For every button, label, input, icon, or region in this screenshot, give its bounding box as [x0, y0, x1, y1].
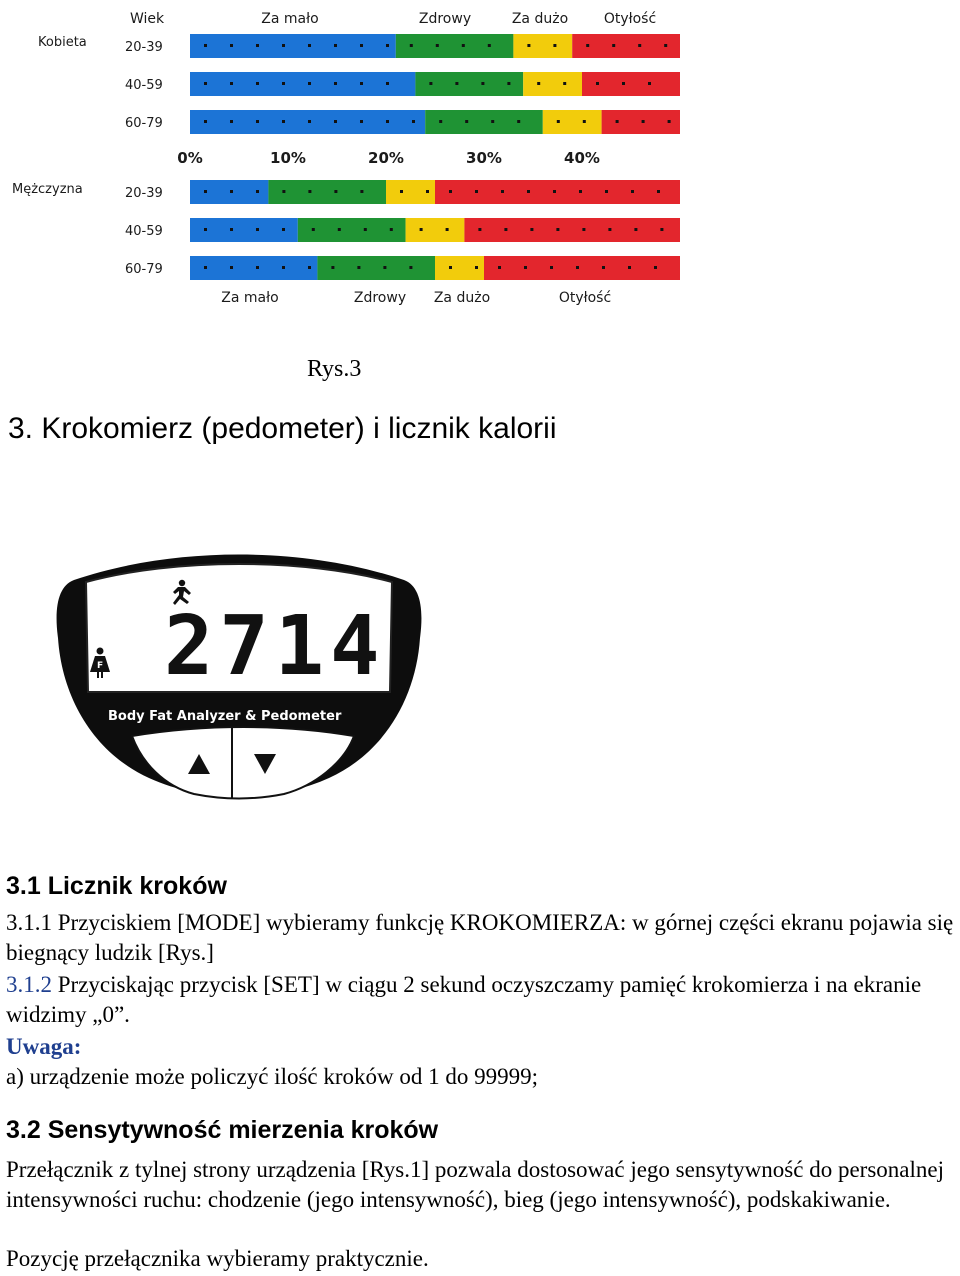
- bar-dot: [334, 44, 337, 47]
- x-tick-label: 40%: [564, 149, 600, 167]
- bar-dot: [455, 82, 458, 85]
- age-header: Wiek: [130, 11, 165, 27]
- bar-segment: [464, 218, 680, 242]
- bar-dot: [576, 266, 579, 269]
- bar-dot: [308, 266, 311, 269]
- body-fat-chart: [0, 0, 700, 320]
- bar-dot: [491, 120, 494, 123]
- bar-dot: [282, 190, 285, 193]
- bar-segment: [435, 180, 680, 204]
- bar-segment: [190, 110, 425, 134]
- bar-dot: [498, 266, 501, 269]
- bar-dot: [282, 228, 285, 231]
- bar-dot: [660, 228, 663, 231]
- bar-dot: [475, 190, 478, 193]
- bar-segment: [190, 72, 415, 96]
- device-label: Body Fat Analyzer & Pedometer: [108, 709, 342, 724]
- bar-dot: [586, 44, 589, 47]
- bar-dot: [334, 82, 337, 85]
- age-label: 60-79: [125, 262, 163, 277]
- bar-dot: [657, 190, 660, 193]
- bar-dot: [204, 82, 207, 85]
- bar-dot: [334, 190, 337, 193]
- age-label: 20-39: [125, 40, 163, 55]
- section-heading: 3. Krokomierz (pedometer) i licznik kalorii: [8, 412, 557, 445]
- bar-dot: [622, 82, 625, 85]
- bar-dot: [501, 190, 504, 193]
- age-label: 40-59: [125, 78, 163, 93]
- bar-dot: [642, 120, 645, 123]
- x-tick-label: 0%: [177, 149, 203, 167]
- bar-dot: [256, 190, 259, 193]
- bar-segment: [484, 256, 680, 280]
- group-label: Mężczyzna: [12, 182, 83, 197]
- bar-dot: [634, 228, 637, 231]
- bar-dot: [605, 190, 608, 193]
- bar-dot: [462, 44, 465, 47]
- bar-dot: [360, 120, 363, 123]
- bar-dot: [553, 190, 556, 193]
- bar-dot: [582, 228, 585, 231]
- bar-dot: [488, 44, 491, 47]
- bar-dot: [631, 190, 634, 193]
- paragraph-3-1-1: 3.1.1 Przyciskiem [MODE] wybieramy funkcję KROKOMIERZA: w górnej części ekranu pojawia się biegnący ludzik [Rys.]: [6, 910, 954, 965]
- bar-dot: [338, 228, 341, 231]
- bar-dot: [654, 266, 657, 269]
- x-tick-label: 10%: [270, 149, 306, 167]
- bar-dot: [664, 44, 667, 47]
- paragraph-number: 3.1.2: [6, 972, 52, 997]
- bar-dot: [579, 190, 582, 193]
- bar-dot: [312, 228, 315, 231]
- bar-dot: [648, 82, 651, 85]
- subsection-heading-3-2: 3.2 Sensytywność mierzenia kroków: [6, 1116, 439, 1144]
- bar-dot: [420, 228, 423, 231]
- bar-dot: [507, 82, 510, 85]
- bar-dot: [308, 44, 311, 47]
- bar-dot: [439, 120, 442, 123]
- x-tick-label: 20%: [368, 149, 404, 167]
- bar-dot: [400, 190, 403, 193]
- bar-dot: [256, 228, 259, 231]
- bar-dot: [386, 82, 389, 85]
- bar-dot: [602, 266, 605, 269]
- age-label: 20-39: [125, 186, 163, 201]
- bar-dot: [527, 190, 530, 193]
- legend-label: Otyłość: [603, 11, 657, 27]
- bar-dot: [230, 228, 233, 231]
- bottom-legend-label: Za mało: [221, 290, 279, 306]
- pedometer-device: [54, 548, 424, 808]
- bar-segment: [190, 256, 317, 280]
- bar-dot: [386, 120, 389, 123]
- bar-dot: [478, 228, 481, 231]
- x-tick-label: 30%: [466, 149, 502, 167]
- bar-dot: [282, 82, 285, 85]
- paragraph-3-2-2: Pozycję przełącznika wybieramy praktycznie.: [6, 1246, 429, 1271]
- bar-dot: [383, 266, 386, 269]
- bar-dot: [616, 120, 619, 123]
- bar-segment: [425, 110, 543, 134]
- bar-dot: [556, 228, 559, 231]
- bar-dot: [504, 228, 507, 231]
- bar-dot: [204, 228, 207, 231]
- subsection-heading-3-1: 3.1 Licznik kroków: [6, 872, 227, 900]
- bar-dot: [557, 120, 560, 123]
- bar-dot: [596, 82, 599, 85]
- bar-dot: [436, 44, 439, 47]
- bar-dot: [334, 120, 337, 123]
- bar-dot: [331, 266, 334, 269]
- bar-dot: [553, 44, 556, 47]
- bar-segment: [190, 34, 396, 58]
- group-label: Kobieta: [38, 35, 87, 50]
- bottom-legend-label: Otyłość: [558, 290, 612, 306]
- bar-dot: [608, 228, 611, 231]
- paragraph-3-2-1: Przełącznik z tylnej strony urządzenia [Rys.1] pozwala dostosować jego sensytywność do personalnej intensywności ruchu: chodzenie (jego intensywność), bieg (jego intensywność), podskakiwanie.: [6, 1157, 944, 1212]
- bar-dot: [668, 120, 671, 123]
- bar-dot: [530, 228, 533, 231]
- bottom-legend-label: Zdrowy: [353, 290, 407, 306]
- note-text: a) urządzenie może policzyć ilość kroków od 1 do 99999;: [6, 1064, 539, 1089]
- bar-dot: [410, 44, 413, 47]
- age-label: 40-59: [125, 224, 163, 239]
- bar-segment: [317, 256, 435, 280]
- note-title: Uwaga:: [6, 1034, 82, 1059]
- bar-dot: [475, 266, 478, 269]
- bar-dot: [386, 44, 389, 47]
- bar-dot: [204, 266, 207, 269]
- legend-label: Zdrowy: [418, 11, 472, 27]
- bar-dot: [360, 190, 363, 193]
- bar-segment: [396, 34, 514, 58]
- bar-dot: [256, 44, 259, 47]
- bar-dot: [230, 82, 233, 85]
- bar-dot: [390, 228, 393, 231]
- button-panel: [132, 727, 354, 799]
- bar-dot: [357, 266, 360, 269]
- bar-dot: [537, 82, 540, 85]
- bar-dot: [364, 228, 367, 231]
- age-label: 60-79: [125, 116, 163, 131]
- bar-dot: [446, 228, 449, 231]
- bar-dot: [429, 82, 432, 85]
- bar-dot: [412, 120, 415, 123]
- bar-dot: [481, 82, 484, 85]
- bar-dot: [204, 120, 207, 123]
- legend-label: Za mało: [261, 11, 319, 27]
- bar-dot: [449, 190, 452, 193]
- bar-dot: [282, 44, 285, 47]
- bar-dot: [308, 190, 311, 193]
- step-count-display: 2714: [164, 599, 386, 694]
- bar-segment: [543, 110, 602, 134]
- legend-label: Za dużo: [511, 11, 569, 27]
- bottom-legend-label: Za dużo: [433, 290, 491, 306]
- bar-dot: [449, 266, 452, 269]
- bar-dot: [628, 266, 631, 269]
- bar-dot: [230, 44, 233, 47]
- bar-segment: [523, 72, 582, 96]
- bar-segment: [513, 34, 572, 58]
- bar-dot: [583, 120, 586, 123]
- bar-dot: [612, 44, 615, 47]
- bar-dot: [360, 82, 363, 85]
- bar-dot: [563, 82, 566, 85]
- bar-dot: [282, 120, 285, 123]
- bar-segment: [268, 180, 386, 204]
- bar-segment: [406, 218, 465, 242]
- bar-dot: [360, 44, 363, 47]
- bar-dot: [230, 190, 233, 193]
- figure-caption: Rys.3: [307, 356, 362, 382]
- bar-dot: [230, 120, 233, 123]
- paragraph-3-1-2: [6, 970, 960, 1030]
- bar-dot: [256, 82, 259, 85]
- bar-dot: [517, 120, 520, 123]
- paragraph-text: Przyciskając przycisk [SET] w ciągu 2 sekund oczyszczamy pamięć krokomierza i na ekranie widzimy „0”.: [6, 972, 922, 1027]
- svg-text:F: F: [97, 661, 104, 671]
- bar-dot: [527, 44, 530, 47]
- bar-dot: [409, 266, 412, 269]
- bar-dot: [550, 266, 553, 269]
- bar-dot: [426, 190, 429, 193]
- bar-dot: [204, 190, 207, 193]
- bar-dot: [256, 266, 259, 269]
- bar-dot: [256, 120, 259, 123]
- bar-dot: [524, 266, 527, 269]
- bar-dot: [282, 266, 285, 269]
- bar-dot: [308, 120, 311, 123]
- bar-dot: [230, 266, 233, 269]
- bar-dot: [638, 44, 641, 47]
- bar-dot: [308, 82, 311, 85]
- bar-dot: [204, 44, 207, 47]
- bar-dot: [465, 120, 468, 123]
